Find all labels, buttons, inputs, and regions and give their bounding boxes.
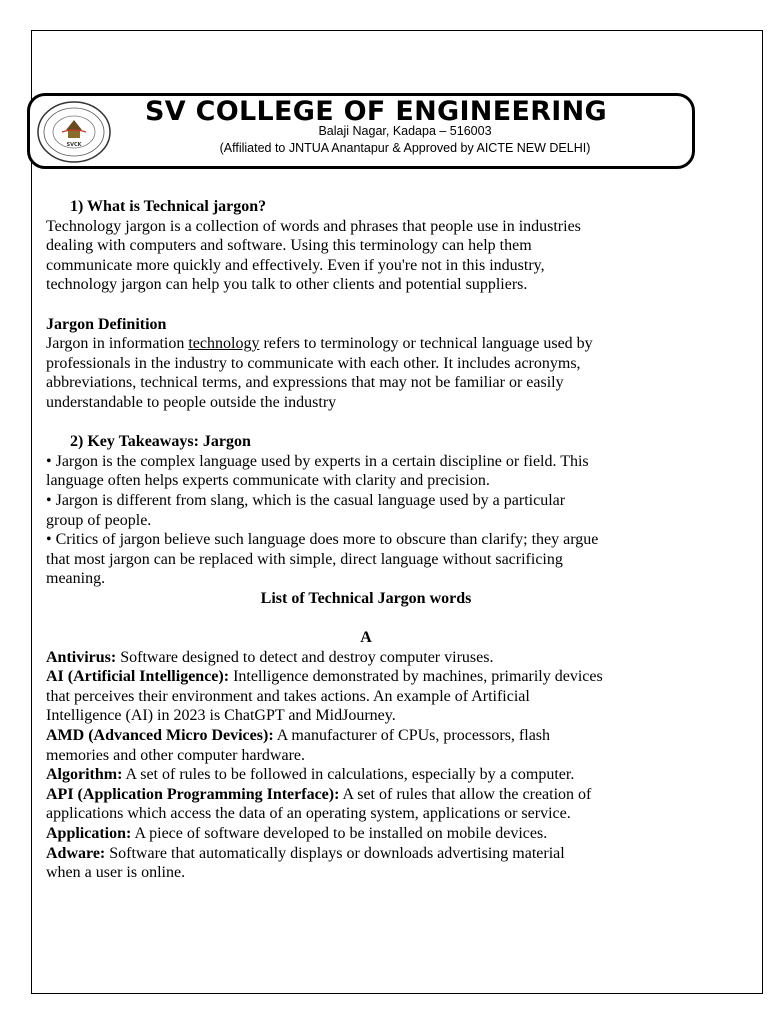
list-letter: A (360, 629, 372, 647)
term-definition: A set of rules that allow the creation of (339, 785, 592, 803)
list-title: List of Technical Jargon words (260, 589, 472, 607)
term-definition-line: that perceives their environment and takes actions. An example of Artificial (46, 687, 530, 705)
term-definition: Software designed to detect and destroy computer viruses. (116, 648, 494, 666)
definition-text: Jargon in information (46, 335, 189, 353)
section1-heading: 1) What is Technical jargon? (70, 198, 267, 215)
term-name: API (Application Programming Interface): (46, 785, 340, 803)
definition-line (46, 334, 686, 354)
takeaway-line: • Jargon is different from slang, which is the casual language used by a particular (46, 491, 566, 509)
term-name: AMD (Advanced Micro Devices): (46, 727, 274, 745)
term-definition-line: Intelligence (AI) in 2023 is ChatGPT and MidJourney. (46, 707, 396, 725)
term-entry (46, 726, 686, 746)
term-definition: A manufacturer of CPUs, processors, flash (273, 727, 551, 745)
term-entry (46, 844, 686, 864)
college-affiliation: (Affiliated to JNTUA Anantapur & Approved by AICTE NEW DELHI) (219, 141, 591, 155)
term-definition-line: applications which access the data of an operating system, applications or service. (46, 805, 571, 823)
college-address: Balaji Nagar, Kadapa – 516003 (318, 124, 492, 138)
college-name: SV COLLEGE OF ENGINEERING (145, 96, 607, 127)
section1-line: dealing with computers and software. Using this terminology can help them (46, 237, 532, 255)
definition-line: abbreviations, technical terms, and expressions that may not be familiar or easily (46, 374, 564, 392)
term-definition: Intelligence demonstrated by machines, primarily devices (229, 668, 603, 686)
section1-line: communicate more quickly and effectively. Even if you're not in this industry, (46, 256, 545, 274)
term-name: Algorithm: (46, 766, 123, 784)
seal-label: SVCK (66, 142, 82, 148)
term-definition: A set of rules to be followed in calculations, especially by a computer. (122, 766, 575, 784)
technology-link[interactable]: technology (188, 335, 260, 353)
term-entry (46, 667, 686, 687)
term-entry (46, 648, 686, 668)
takeaway-line: language often helps experts communicate with clarity and precision. (46, 472, 490, 490)
term-name: Antivirus: (46, 648, 117, 666)
term-definition-line: when a user is online. (46, 864, 186, 882)
takeaway-line: • Jargon is the complex language used by experts in a certain discipline or field. This (46, 452, 589, 470)
term-name: Application: (46, 825, 132, 842)
definition-line: understandable to people outside the industry (46, 393, 337, 411)
term-definition-line: memories and other computer hardware. (46, 746, 306, 764)
term-entry (46, 824, 686, 844)
term-definition: A piece of software developed to be installed on mobile devices. (131, 825, 548, 842)
term-entry (46, 765, 686, 785)
term-definition: Software that automatically displays or downloads advertising material (105, 844, 565, 862)
section2-heading: 2) Key Takeaways: Jargon (70, 433, 251, 451)
section1-line: Technology jargon is a collection of words and phrases that people use in industries (46, 217, 581, 235)
definition-text: refers to terminology or technical language used by (259, 335, 593, 353)
definition-heading: Jargon Definition (46, 315, 167, 333)
document-body (46, 197, 686, 883)
definition-line: professionals in the industry to communicate with each other. It includes acronyms, (46, 354, 581, 372)
section1-line: technology jargon can help you talk to other clients and potential suppliers. (46, 276, 528, 294)
term-entry (46, 785, 686, 805)
takeaway-line: group of people. (46, 511, 152, 529)
college-seal-icon (36, 100, 112, 164)
takeaway-line: • Critics of jargon believe such language does more to obscure than clarify; they argue (46, 531, 599, 549)
term-name: Adware: (46, 844, 106, 862)
term-name: AI (Artificial Intelligence): (46, 668, 230, 686)
takeaway-line: meaning. (46, 570, 106, 588)
takeaway-line: that most jargon can be replaced with simple, direct language without sacrificing (46, 550, 563, 568)
